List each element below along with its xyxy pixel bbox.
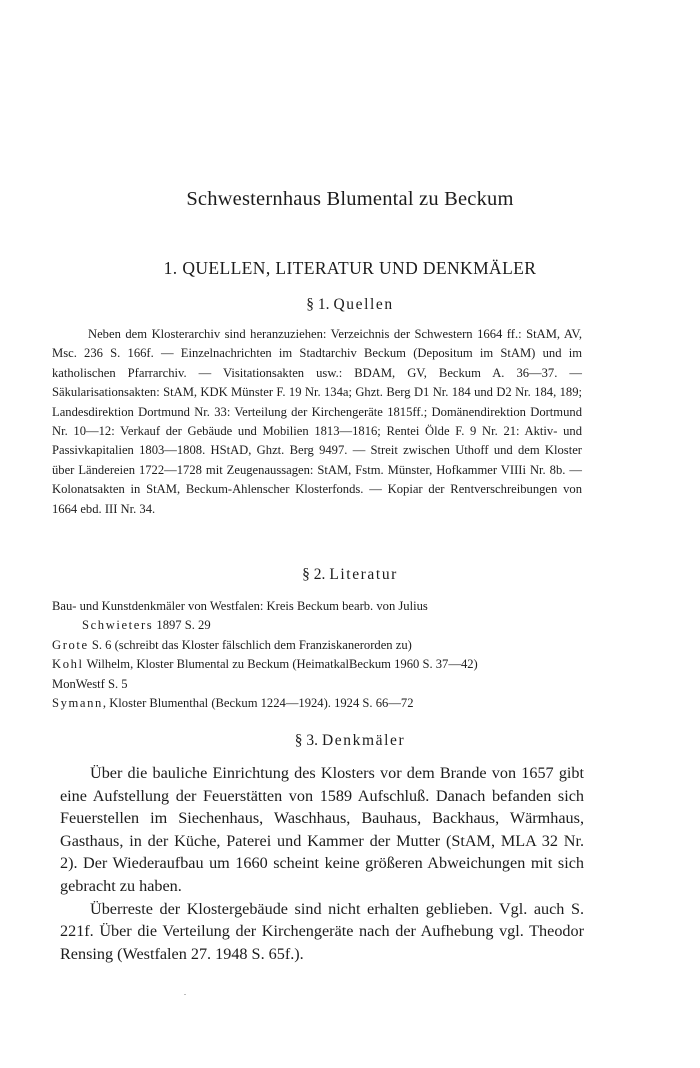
literature-author: Schwieters [82,618,154,633]
section-number: § 2. [302,566,326,583]
literature-entry [52,597,582,636]
section-title: Denkmäler [321,732,406,749]
literature-entry-text: , Kloster Blumenthal (Beckum 1224—1924). 1924 S. 66—72 [102,696,414,711]
literature-entry [52,675,582,694]
section-heading-denkmaeler [0,732,700,750]
quellen-paragraph: Neben dem Klosterarchiv sind heranzuziehen: Verzeichnis der Schwestern 1664 ff.: StAM, AV, Msc. 236 S. 166f. — Einzelnachrichten im Stadtarchiv Beckum (Depositum im StAM) und im katholischen Pfarrarchiv. — Visitationsakten usw.: BDAM, GV, Beckum A. 36—37. — Säkularisationsakten: StAM, KDK Münster F. 19 Nr. 134a; Ghzt. Berg D1 Nr. 184 und D2 Nr. 184, 189; Landesdirektion Dortmund Nr. 33: Verteilung der Kirchengeräte 1815ff.; Domänendirektion Dortmund Nr. 10—12: Verkauf der Gebäude und Mobilien 1813—1816; Rentei Ölde F. 9 Nr. 21: Aktiv- und Passivkapitalien 1803—1808. HStAD, Ghzt. Berg 9497. — Streit zwischen Uthoff und dem Kloster über Ländereien 1722—1728 mit Zeugenaussagen: StAM, Fstm. Münster, Hofkammer VIIIi Nr. 8b. — Kolonatsakten in StAM, Beckum-Ahlenscher Klosterfonds. — Kopiar der Rentverschreibungen von 1664 ebd. III Nr. 34. [52,327,582,516]
chapter-heading: 1. QUELLEN, LITERATUR UND DENKMÄLER [163,258,537,278]
literature-entry-text: S. 6 (schreibt das Kloster fälschlich dem Franziskanerorden zu) [88,637,412,652]
section-heading-literatur [0,566,700,584]
literature-author: Kohl [52,657,84,672]
quellen-body [52,325,582,519]
section-title: Quellen [333,296,394,313]
section-number: § 1. [306,296,330,313]
literatur-list [52,597,582,713]
section-heading-quellen [0,296,700,314]
literature-entry [52,655,582,674]
denkmaeler-body [60,762,584,965]
section-number: § 3. [294,732,318,749]
scan-speck [184,994,186,995]
literature-entry-text: Bau- und Kunstdenkmäler von Westfalen: Kreis Beckum bearb. von Julius [52,599,428,613]
literature-entry-text: MonWestf S. 5 [52,676,128,691]
literature-author: Grote [52,637,89,652]
literature-author: Symann [52,696,103,711]
literature-entry-text: 1897 S. 29 [153,618,211,633]
body-paragraph: Über die bauliche Einrichtung des Klosters vor dem Brande von 1657 gibt eine Aufstellung der Feuerstätten von 1589 Aufschluß. Danach befanden sich Feuerstellen im Siechenhaus, Waschhaus, Bauhaus, Backhaus, Wärmhaus, Gasthaus, in der Küche, Paterei und Kammer der Mutter (StAM, MLA 32 Nr. 2). Der Wiederaufbau um 1660 scheint keine größeren Abweichungen mit sich gebracht zu haben. [60,764,584,895]
literature-entry [52,636,582,655]
page-title: Schwesternhaus Blumental zu Beckum [186,188,514,210]
literature-entry-text: Wilhelm, Kloster Blumental zu Beckum (HeimatkalBeckum 1960 S. 37—42) [83,657,478,672]
body-paragraph: Überreste der Klostergebäude sind nicht erhalten geblieben. Vgl. auch S. 221f. Über die Verteilung der Kirchengeräte nach der Aufhebung vgl. Theodor Rensing (Westfalen 27. 1948 S. 65f.). [60,899,584,963]
literature-entry [52,694,582,713]
section-title: Literatur [329,566,398,583]
